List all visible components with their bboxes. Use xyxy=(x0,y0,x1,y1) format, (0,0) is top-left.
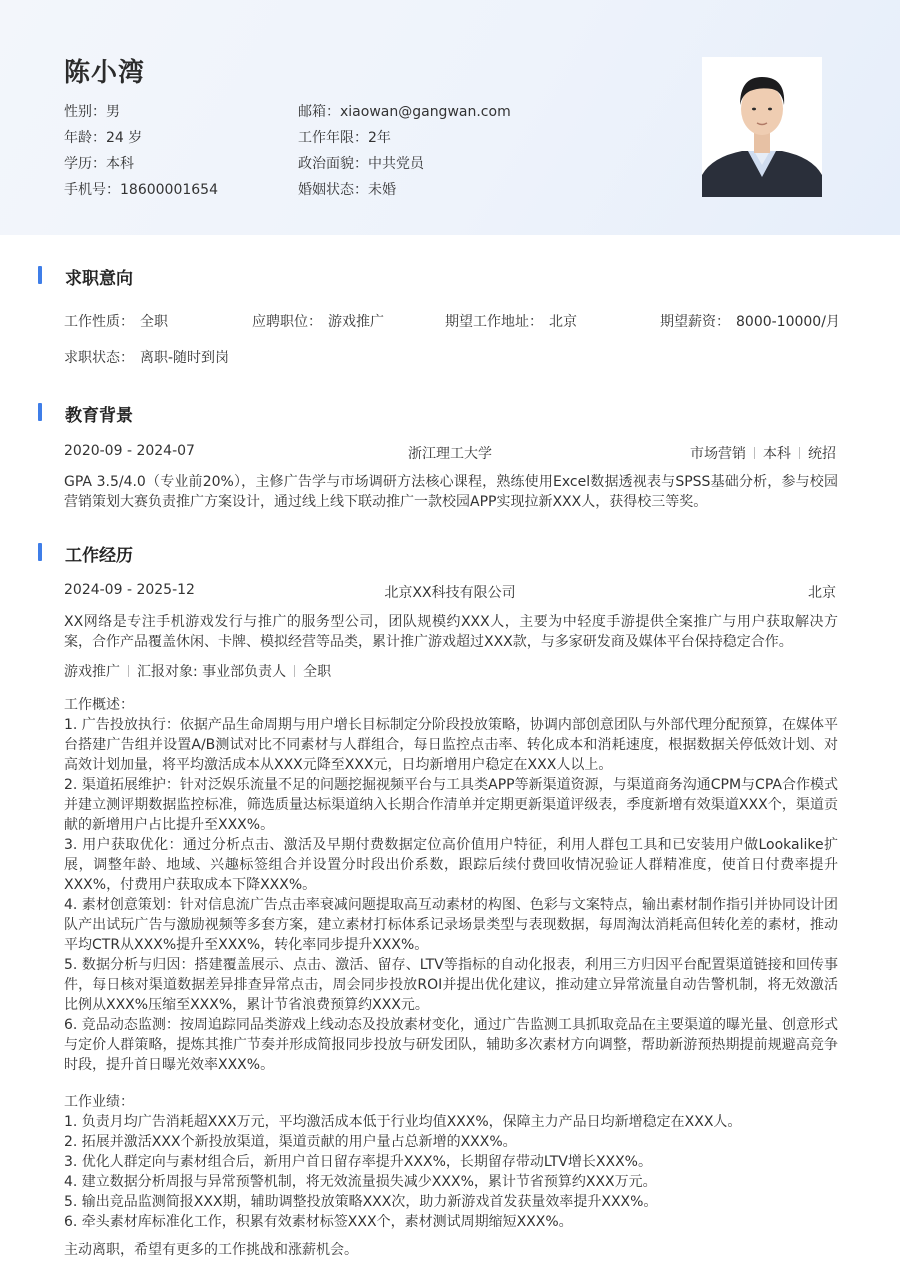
tag-role: 游戏推广 xyxy=(64,664,120,680)
section-accent-bar xyxy=(38,266,42,284)
divider xyxy=(799,447,800,459)
education-school: 浙江理工大学 xyxy=(408,446,492,462)
intent-salary: 期望薪资： 8000-10000/月 xyxy=(660,314,840,330)
info-politics xyxy=(298,153,424,173)
overview-item: 3. 用户获取优化：通过分析点击、激活及早期付费数据定位高价值用户特征，利用人群包工具和已安装用户做Lookalike扩展，调整年龄、地域、兴趣标签组合并设置分时段出价系数，跟踪后续付费回收情况验证人群精准度，使首日付费率提升XXX%，付费用户获取成本下降XXX%。 xyxy=(64,837,838,893)
politics-label: 政治面貌： xyxy=(298,156,368,172)
politics-value: 中共党员 xyxy=(368,156,424,172)
section-accent-bar xyxy=(38,403,42,421)
age-value: 24 岁 xyxy=(106,130,143,146)
overview-item: 2. 渠道拓展维护：针对泛娱乐流量不足的问题挖掘视频平台与工具类APP等新渠道资源，与渠道商务沟通CPM与CPA合作模式并建立测评期数据监控标准，筛选质量达标渠道纳入长期合作清单并定期更新渠道评级表，季度新增有效渠道XXX个，渠道贡献的新增用户占比提升至XXX%。 xyxy=(64,777,838,833)
info-email xyxy=(298,101,511,121)
result-item: 4. 建立数据分析周报与异常预警机制，将无效流量损失减少XXX%，累计节省预算约XXX万元。 xyxy=(64,1174,657,1190)
result-item: 5. 输出竞品监测简报XXX期，辅助调整投放策略XXX次，助力新游戏首发获量效率提升XXX%。 xyxy=(64,1194,658,1210)
company-description: XX网络是专注手机游戏发行与推广的服务型公司，团队规模约XXX人，主要为中轻度手游提供全案推广与用户获取解决方案，合作产品覆盖休闲、卡牌、模拟经营等品类，累计推广游戏超过XXX款，与多家研发商及媒体平台保持稳定合作。 xyxy=(64,614,838,650)
education-label: 学历： xyxy=(64,156,106,172)
email-label: 邮箱： xyxy=(298,104,340,120)
intent-location: 期望工作地址： 北京 xyxy=(445,314,577,330)
intent-status: 求职状态： 离职-随时到岗 xyxy=(64,350,230,366)
candidate-name: 陈小湾 xyxy=(64,58,146,88)
divider xyxy=(754,447,755,459)
education-major: 市场营销 xyxy=(690,446,746,462)
info-age xyxy=(64,127,142,147)
years-label: 工作年限： xyxy=(298,130,368,146)
age-label: 年龄： xyxy=(64,130,106,146)
education-mode: 统招 xyxy=(808,446,836,462)
years-value: 2年 xyxy=(368,130,391,146)
overview-item: 5. 数据分析与归因：搭建覆盖展示、点击、激活、留存、LTV等指标的自动化报表，利用三方归因平台配置渠道链接和回传事件，每日核对渠道数据差异排查异常点击，周会同步投放ROI并提出优化建议，推动建立异常流量自动告警机制，将无效激活比例从XXX%压缩至XXX%，累计节省浪费预算约XXX元。 xyxy=(64,957,838,1013)
intent-type: 工作性质： 全职 xyxy=(64,314,168,330)
info-phone xyxy=(64,179,218,199)
result-item: 3. 优化人群定向与素材组合后，新用户首日留存率提升XXX%，长期留存带动LTV增长XXX%。 xyxy=(64,1154,652,1170)
intent-position: 应聘职位： 游戏推广 xyxy=(252,314,384,330)
marital-label: 婚姻状态： xyxy=(298,182,368,198)
result-item: 1. 负责月均广告消耗超XXX万元，平均激活成本低于行业均值XXX%，保障主力产品日均新增稳定在XXX人。 xyxy=(64,1114,742,1130)
results-title: 工作业绩： xyxy=(64,1094,134,1110)
info-marital xyxy=(298,179,396,199)
phone-value: 18600001654 xyxy=(120,182,218,198)
work-period: 2024-09 - 2025-12 xyxy=(64,582,195,598)
education-description: GPA 3.5/4.0（专业前20%），主修广告学与市场调研方法核心课程，熟练使用Excel数据透视表与SPSS基础分析，参与校园营销策划大赛负责推广方案设计，通过线上线下联动推广一款校园APP实现拉新XXX人，获得校三等奖。 xyxy=(64,474,838,510)
work-company: 北京XX科技有限公司 xyxy=(384,585,516,601)
gender-label: 性别： xyxy=(64,104,106,120)
info-gender xyxy=(64,101,120,121)
work-results xyxy=(64,1092,838,1232)
result-item: 2. 拓展并激活XXX个新投放渠道，渠道贡献的用户量占总新增的XXX%。 xyxy=(64,1134,517,1150)
education-period: 2020-09 - 2024-07 xyxy=(64,443,195,459)
divider xyxy=(294,665,295,677)
work-overview xyxy=(64,695,838,1075)
marital-value: 未婚 xyxy=(368,182,396,198)
overview-item: 6. 竞品动态监测：按周追踪同品类游戏上线动态及投放素材变化，通过广告监测工具抓取竞品在主要渠道的曝光量、创意形式与定价人群策略，提炼其推广节奏并形成简报同步投放与研发团队，辅助多次素材方向调整，帮助新游预热期提前规避高竞争时段，提升首日曝光效率XXX%。 xyxy=(64,1017,838,1073)
overview-item: 4. 素材创意策划：针对信息流广告点击率衰减问题提取高互动素材的构图、色彩与文案特点，输出素材制作指引并协同设计团队产出试玩广告与激励视频等多套方案，建立素材打标体系记录场景类型与表现数据，每周淘汰消耗高但转化差的素材，推动平均CTR从XXX%提升至XXX%，转化率同步提升XXX%。 xyxy=(64,897,838,953)
tag-type: 全职 xyxy=(303,664,332,680)
email-value: xiaowan@gangwan.com xyxy=(340,104,511,120)
divider xyxy=(128,665,129,677)
overview-item: 1. 广告投放执行：依据产品生命周期与用户增长目标制定分阶段投放策略，协调内部创意团队与外部代理分配预算，在媒体平台搭建广告组并设置A/B测试对比不同素材与人群组合，每日监控点击率、转化成本和消耗速度，根据数据关停低效计划、对高效计划加量，将平均激活成本从XXX元降至XXX元，日均新增用户稳定在XXX人以上。 xyxy=(64,717,838,773)
work-tags xyxy=(64,661,331,681)
education-meta xyxy=(690,443,836,463)
avatar-photo xyxy=(702,57,822,197)
gender-value: 男 xyxy=(106,104,120,120)
education-value: 本科 xyxy=(106,156,134,172)
info-education xyxy=(64,153,134,173)
result-item: 6. 牵头素材库标准化工作，积累有效素材标签XXX个，素材测试周期缩短XXX%。 xyxy=(64,1214,573,1230)
info-years xyxy=(298,127,391,147)
tag-report: 汇报对象: 事业部负责人 xyxy=(137,664,287,680)
work-city: 北京 xyxy=(808,585,836,601)
education-degree: 本科 xyxy=(763,446,791,462)
leave-reason: 主动离职，希望有更多的工作挑战和涨薪机会。 xyxy=(64,1242,358,1258)
portrait-icon xyxy=(702,57,822,197)
overview-title: 工作概述： xyxy=(64,697,134,713)
phone-label: 手机号： xyxy=(64,182,120,198)
section-accent-bar xyxy=(38,543,42,561)
